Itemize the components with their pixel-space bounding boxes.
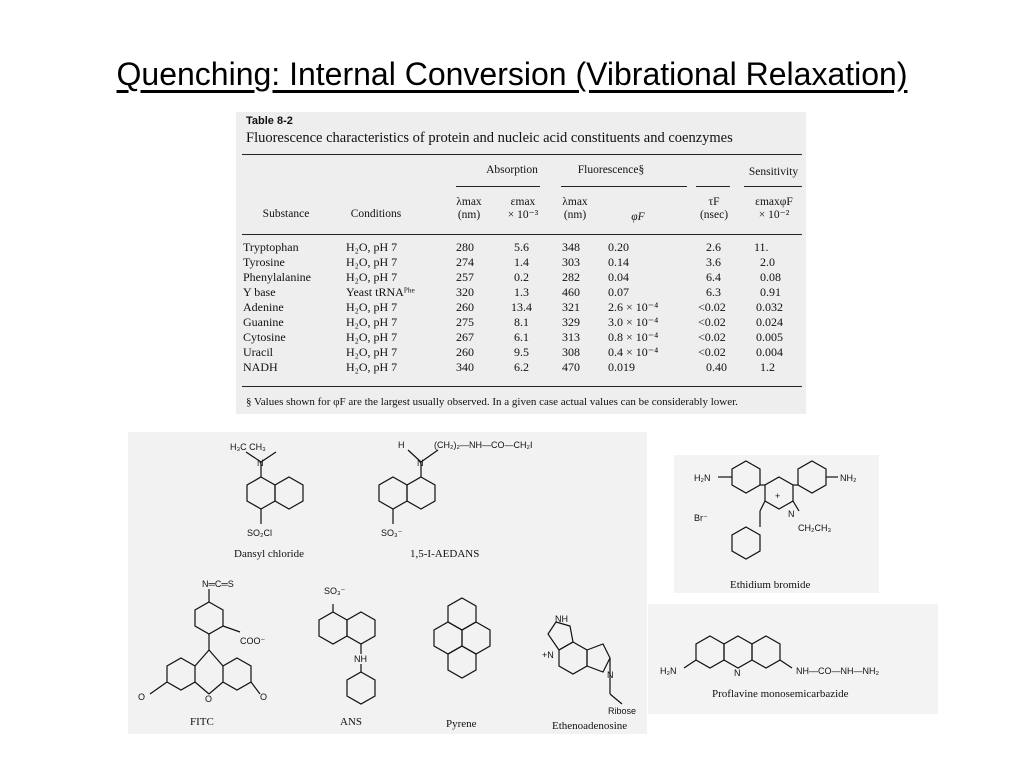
cell-abs-lambda: 320 (456, 285, 474, 299)
structures-drawing (128, 432, 647, 734)
ethidium-n-label: N (788, 509, 795, 519)
aedans-sub-label: SO₃⁻ (381, 528, 403, 538)
header-bottom-rule (242, 234, 802, 235)
aedans-n-label: N (417, 458, 424, 468)
aedans-h-label: H (398, 440, 405, 450)
col-sens: εmaxφF (755, 196, 793, 208)
cell-fl-lambda: 313 (562, 330, 580, 344)
cell-abs-lambda: 274 (456, 255, 474, 269)
ethidium-ethyl-label: CH₂CH₃ (798, 523, 832, 533)
etheno-ribose-label: Ribose (608, 706, 637, 716)
cell-sens: 0.024 (756, 315, 783, 329)
proflavine-left-amine-label: H₂N (660, 666, 677, 676)
col-abs-eps-unit: × 10⁻³ (507, 209, 539, 221)
col-conditions: Conditions (350, 208, 402, 220)
cell-sens: 0.08 (760, 270, 781, 284)
col-abs-lambda-unit: (nm) (457, 209, 481, 221)
cell-phi: 0.4 × 10⁻⁴ (608, 345, 659, 359)
dansyl-top-label: H₃C CH₃ (230, 442, 266, 452)
ethidium-bromide-caption: Ethidium bromide (730, 579, 811, 591)
col-abs-eps: εmax (510, 196, 536, 208)
cell-sens: 11. (754, 240, 769, 254)
proflavine-ring-n-label: N (734, 668, 741, 678)
cell-abs-lambda: 340 (456, 360, 474, 374)
cell-abs-lambda: 267 (456, 330, 474, 344)
cell-abs-eps: 6.1 (514, 330, 529, 344)
ethidium-right-amine-label: NH₂ (840, 473, 857, 483)
ethidium-left-amine-label: H₂N (694, 473, 711, 483)
cell-abs-eps: 6.2 (514, 360, 529, 374)
cell-substance: Tyrosine (243, 255, 285, 269)
cell-tau: 0.40 (706, 360, 727, 374)
cell-conditions: H₂O, pH 7 (346, 300, 398, 314)
dansyl-n-label: N (257, 458, 264, 468)
cell-substance: Guanine (243, 315, 284, 329)
tau-rule (696, 186, 730, 187)
col-phi: φF (631, 211, 645, 223)
fitc-caption: FITC (190, 716, 214, 728)
table-bottom-rule (242, 386, 802, 387)
cell-sens: 0.005 (756, 330, 783, 344)
fitc-right-o-label: O (260, 692, 268, 702)
aedans-caption: 1,5-I-AEDANS (410, 548, 480, 560)
fitc-isothiocyanate-label: N═C═S (202, 579, 234, 589)
cell-conditions: H₂O, pH 7 (346, 315, 398, 329)
group-header-sensitivity: Sensitivity (748, 166, 799, 178)
cell-sens: 0.004 (756, 345, 783, 359)
aedans-chain-label: (CH₂)₂—NH—CO—CH₂I (434, 440, 533, 450)
col-substance: Substance (262, 208, 310, 220)
cell-sens: 0.032 (756, 300, 783, 314)
cell-tau: 2.6 (706, 240, 721, 254)
ethidium-drawing (674, 455, 879, 593)
cell-substance: Cytosine (243, 330, 286, 344)
fitc-left-o-label: O (138, 692, 146, 702)
etheno-nh-label: NH (555, 614, 568, 624)
absorption-rule (456, 186, 540, 187)
etheno-nplus-label: +N (542, 650, 554, 660)
group-header-absorption: Absorption (486, 164, 538, 176)
cell-tau: <0.02 (698, 330, 726, 344)
cell-sens: 0.91 (760, 285, 781, 299)
cell-fl-lambda: 470 (562, 360, 580, 374)
cell-abs-eps: 9.5 (514, 345, 529, 359)
dansyl-naphthalene-ring (246, 452, 303, 524)
cell-substance: Y base (243, 285, 276, 299)
cell-phi: 0.019 (608, 360, 635, 374)
cell-substance: Tryptophan (243, 240, 299, 254)
col-sens-unit: × 10⁻² (758, 209, 790, 221)
cell-phi: 0.04 (608, 270, 629, 284)
cell-abs-lambda: 260 (456, 345, 474, 359)
ethenoadenosine-structure (548, 622, 622, 704)
fitc-carboxylate-label: COO⁻ (240, 636, 266, 646)
table-caption: Fluorescence characteristics of protein and nucleic acid constituents and coenzymes (246, 130, 733, 146)
slide-title: Quenching: Internal Conversion (Vibrational Relaxation) (116, 56, 908, 92)
ans-caption: ANS (340, 716, 363, 728)
cell-phi: 0.14 (608, 255, 629, 269)
cell-tau: <0.02 (698, 315, 726, 329)
fluorophore-structures-scan (128, 432, 647, 734)
proflavine-caption: Proflavine monosemicarbazide (712, 688, 849, 700)
cell-substance: Adenine (243, 300, 284, 314)
cell-substance: Phenylalanine (243, 270, 311, 284)
cell-tau: <0.02 (698, 300, 726, 314)
col-tau-unit: (nsec) (699, 209, 729, 221)
cell-tau: 3.6 (706, 255, 721, 269)
cell-conditions: H₂O, pH 7 (346, 345, 398, 359)
cell-tau: 6.3 (706, 285, 721, 299)
cell-fl-lambda: 460 (562, 285, 580, 299)
cell-abs-lambda: 280 (456, 240, 474, 254)
cell-abs-lambda: 257 (456, 270, 474, 284)
col-tau: τF (708, 196, 720, 208)
table-top-rule (242, 154, 802, 155)
sensitivity-rule (744, 186, 802, 187)
cell-abs-eps: 8.1 (514, 315, 529, 329)
proflavine-scan (648, 604, 938, 714)
cell-conditions: H₂O, pH 7 (346, 330, 398, 344)
table-number: Table 8-2 (246, 115, 293, 127)
cell-substance: NADH (243, 360, 278, 374)
group-header-fluorescence: Fluorescence§ (577, 164, 645, 176)
col-fl-lambda: λmax (562, 196, 588, 208)
cell-phi: 0.8 × 10⁻⁴ (608, 330, 659, 344)
cell-conditions: Yeast tRNAᴾʰᵉ (346, 285, 415, 299)
cell-sens: 1.2 (760, 360, 775, 374)
cell-fl-lambda: 348 (562, 240, 580, 254)
cell-fl-lambda: 303 (562, 255, 580, 269)
cell-fl-lambda: 329 (562, 315, 580, 329)
cell-tau: 6.4 (706, 270, 721, 284)
cell-abs-eps: 5.6 (514, 240, 529, 254)
cell-abs-lambda: 260 (456, 300, 474, 314)
etheno-n-label: N (607, 670, 614, 680)
cell-conditions: H₂O, pH 7 (346, 270, 398, 284)
cell-abs-eps: 13.4 (511, 300, 532, 314)
cell-conditions: H₂O, pH 7 (346, 255, 398, 269)
fluorescence-rule (561, 186, 687, 187)
cell-abs-eps: 1.4 (514, 255, 529, 269)
ethenoadenosine-caption: Ethenoadenosine (552, 720, 628, 732)
aedans-naphthalene-ring (379, 450, 438, 524)
table-footnote: § Values shown for φF are the largest usually observed. In a given case actual values can be considerably lower. (246, 396, 738, 408)
cell-abs-eps: 0.2 (514, 270, 529, 284)
col-fl-lambda-unit: (nm) (563, 209, 587, 221)
ans-nh-label: NH (354, 654, 367, 664)
cell-abs-eps: 1.3 (514, 285, 529, 299)
cell-fl-lambda: 308 (562, 345, 580, 359)
cell-tau: <0.02 (698, 345, 726, 359)
cell-phi: 2.6 × 10⁻⁴ (608, 300, 659, 314)
ethidium-bromide-scan (674, 455, 879, 593)
fluorescence-table-scan (236, 112, 806, 414)
cell-fl-lambda: 321 (562, 300, 580, 314)
fitc-ring-o-label: O (205, 694, 213, 704)
ethidium-counterion-label: Br⁻ (694, 513, 708, 523)
cell-phi: 0.20 (608, 240, 629, 254)
cell-conditions: H₂O, pH 7 (346, 360, 398, 374)
cell-sens: 2.0 (760, 255, 775, 269)
pyrene-caption: Pyrene (446, 718, 477, 730)
ethidium-charge-label: + (775, 491, 781, 501)
pyrene-structure (434, 598, 490, 678)
cell-abs-lambda: 275 (456, 315, 474, 329)
cell-fl-lambda: 282 (562, 270, 580, 284)
dansyl-chloride-caption: Dansyl chloride (234, 548, 304, 560)
ans-sulfonate-label: SO₃⁻ (324, 586, 346, 596)
cell-phi: 0.07 (608, 285, 629, 299)
cell-phi: 3.0 × 10⁻⁴ (608, 315, 659, 329)
cell-conditions: H₂O, pH 7 (346, 240, 398, 254)
proflavine-side-chain-label: NH—CO—NH—NH₂ (796, 666, 879, 676)
cell-substance: Uracil (243, 345, 273, 359)
dansyl-sub-label: SO₂Cl (247, 528, 272, 538)
col-abs-lambda: λmax (456, 196, 482, 208)
